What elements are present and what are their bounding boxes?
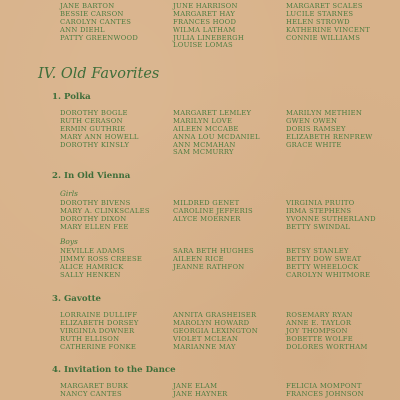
name-line: DOROTHY KINSLY xyxy=(60,140,130,149)
polka-col2 xyxy=(173,110,260,157)
name-line: DORIS RAMSEY xyxy=(286,124,346,133)
name-line: SALLY HENKEN xyxy=(60,270,121,279)
vienna-heading: 2. In Old Vienna xyxy=(52,171,131,181)
name-line: RUTH CERASON xyxy=(60,116,123,125)
name-line: BETTY WHEELOCK xyxy=(286,262,359,271)
name-line: ANN DIEHL xyxy=(60,25,105,34)
name-line: NEVILLE ADAMS xyxy=(60,247,125,255)
name-line: SAM MCMURRY xyxy=(173,148,234,157)
name-line: ALICE HAMRICK xyxy=(60,262,124,271)
gavotte-col3 xyxy=(286,312,368,351)
top-list-col2 xyxy=(173,3,244,50)
name-line: MARY ANN HOWELL xyxy=(60,132,139,141)
name-line: CAROLYN WHITMORE xyxy=(286,270,371,279)
polka-col3 xyxy=(286,110,372,149)
name-line: ELIZABETH DORSEY xyxy=(60,318,139,327)
name-line: NANCY CANTES xyxy=(60,389,122,398)
name-line: ANN MCMAHAN xyxy=(173,140,236,149)
name-line: FRANCES JOHNSON xyxy=(286,389,364,398)
name-line: MARILYN METHIEN xyxy=(286,109,363,117)
vienna-girls-col2 xyxy=(173,200,253,224)
name-line: VIRGINIA PRUITO xyxy=(286,199,355,207)
name-line: JIMMY ROSS CREESE xyxy=(60,254,143,263)
name-line: ELIZABETH RENFREW xyxy=(286,132,373,141)
name-line: YVONNE SUTHERLAND xyxy=(286,214,376,223)
name-line: MILDRED GENET xyxy=(173,199,240,207)
name-line: MARGARET LEMLEY xyxy=(173,109,252,117)
name-line: GWEN OWEN xyxy=(286,116,338,125)
gavotte-col1 xyxy=(60,312,139,351)
name-line: MARGARET SCALES xyxy=(286,2,363,10)
name-line: FRANCES HOOD xyxy=(173,17,237,26)
name-line: JULIA LINEBERGH xyxy=(173,33,245,42)
name-line: DOLORES WORTHAM xyxy=(286,342,368,351)
name-line: LUCILE STARNES xyxy=(286,9,354,18)
vienna-boys-col3 xyxy=(286,248,370,280)
vienna-boys-col2 xyxy=(173,248,254,272)
boys-label: Boys xyxy=(60,237,78,246)
name-line: DOROTHY BOGLE xyxy=(60,109,128,117)
polka-heading: 1. Polka xyxy=(52,92,91,102)
name-line: MARIANNE MAY xyxy=(173,342,236,351)
invitation-heading: 4. Invitation to the Dance xyxy=(52,365,176,375)
name-line: GRACE WHITE xyxy=(286,140,342,149)
name-line: MARGARET HAY xyxy=(173,9,236,18)
name-line: ANNITA GRASHEISER xyxy=(173,311,257,319)
name-line: HELEN STROWD xyxy=(286,17,350,26)
name-line: ALYCE MOERNER xyxy=(173,214,241,223)
name-line: JEANNE RATHFON xyxy=(173,262,245,271)
name-line: JUNE HARRISON xyxy=(173,2,238,10)
name-line: CAROLYN CANTES xyxy=(60,17,132,26)
name-line: BETTY SWINDAL xyxy=(286,222,351,231)
name-line: JANE HAYNER xyxy=(173,389,228,398)
name-line: MARILYN LOVE xyxy=(173,116,233,125)
invitation-col3 xyxy=(286,383,364,399)
vienna-boys-col1 xyxy=(60,248,142,280)
name-line: LORRAINE DULLIFF xyxy=(60,311,138,319)
name-line: RUTH ELLISON xyxy=(60,334,120,343)
name-line: GEORGIA LEXINGTON xyxy=(173,326,258,335)
name-line: ROSEMARY RYAN xyxy=(286,311,353,319)
name-line: JANE BARTON xyxy=(60,2,115,10)
name-line: FELICIA MOMPONT xyxy=(286,382,362,390)
polka-col1 xyxy=(60,110,139,149)
section-title: IV. Old Favorites xyxy=(38,66,160,82)
name-line: ERMIN GUTHRIE xyxy=(60,124,126,133)
name-line: MAROLYN HOWARD xyxy=(173,318,250,327)
name-line: WILMA LATHAM xyxy=(173,25,236,34)
name-line: BETSY STANLEY xyxy=(286,247,349,255)
name-line: SARA BETH HUGHES xyxy=(173,247,254,255)
name-line: AILEEN MCCABE xyxy=(173,124,239,133)
name-line: KATHERINE VINCENT xyxy=(286,25,371,34)
name-line: BESSIE CARSON xyxy=(60,9,124,18)
name-line: BOBETTE WOLFE xyxy=(286,334,353,343)
name-line: VIRGINIA DOWNER xyxy=(60,326,135,335)
name-line: BETTY DOW SWEAT xyxy=(286,254,362,263)
name-line: DOROTHY DIXON xyxy=(60,214,127,223)
name-line: MARGARET BURK xyxy=(60,382,129,390)
name-line: VIOLET MCLEAN xyxy=(173,334,239,343)
vienna-girls-col1 xyxy=(60,200,150,232)
top-list-col1 xyxy=(60,3,138,42)
name-line: DOROTHY BIVENS xyxy=(60,199,131,207)
name-line: JANE ELAM xyxy=(173,382,218,390)
name-line: CONNIE WILLIAMS xyxy=(286,33,361,42)
name-line: AILEEN RICE xyxy=(173,254,224,263)
vienna-girls-col3 xyxy=(286,200,376,232)
name-line: LOUISE LOMAS xyxy=(173,41,233,50)
name-line: MARY A. CLINKSCALES xyxy=(60,206,150,215)
name-line: PATTY GREENWOOD xyxy=(60,33,139,42)
name-line: JOY THOMPSON xyxy=(286,326,348,335)
invitation-col2 xyxy=(173,383,228,399)
name-line: CAROLINE JEFFERIS xyxy=(173,206,253,215)
invitation-col1 xyxy=(60,383,128,399)
name-line: IRMA STEPHENS xyxy=(286,206,352,215)
name-line: ANNA LOU MCDANIEL xyxy=(173,132,260,141)
gavotte-col2 xyxy=(173,312,258,351)
name-line: MARY ELLEN FEE xyxy=(60,222,129,231)
name-line: CATHERINE FONKE xyxy=(60,342,137,351)
top-list-col3 xyxy=(286,3,370,42)
gavotte-heading: 3. Gavotte xyxy=(52,294,102,304)
girls-label: Girls xyxy=(60,189,78,198)
name-line: ANNE E. TAYLOR xyxy=(286,318,352,327)
